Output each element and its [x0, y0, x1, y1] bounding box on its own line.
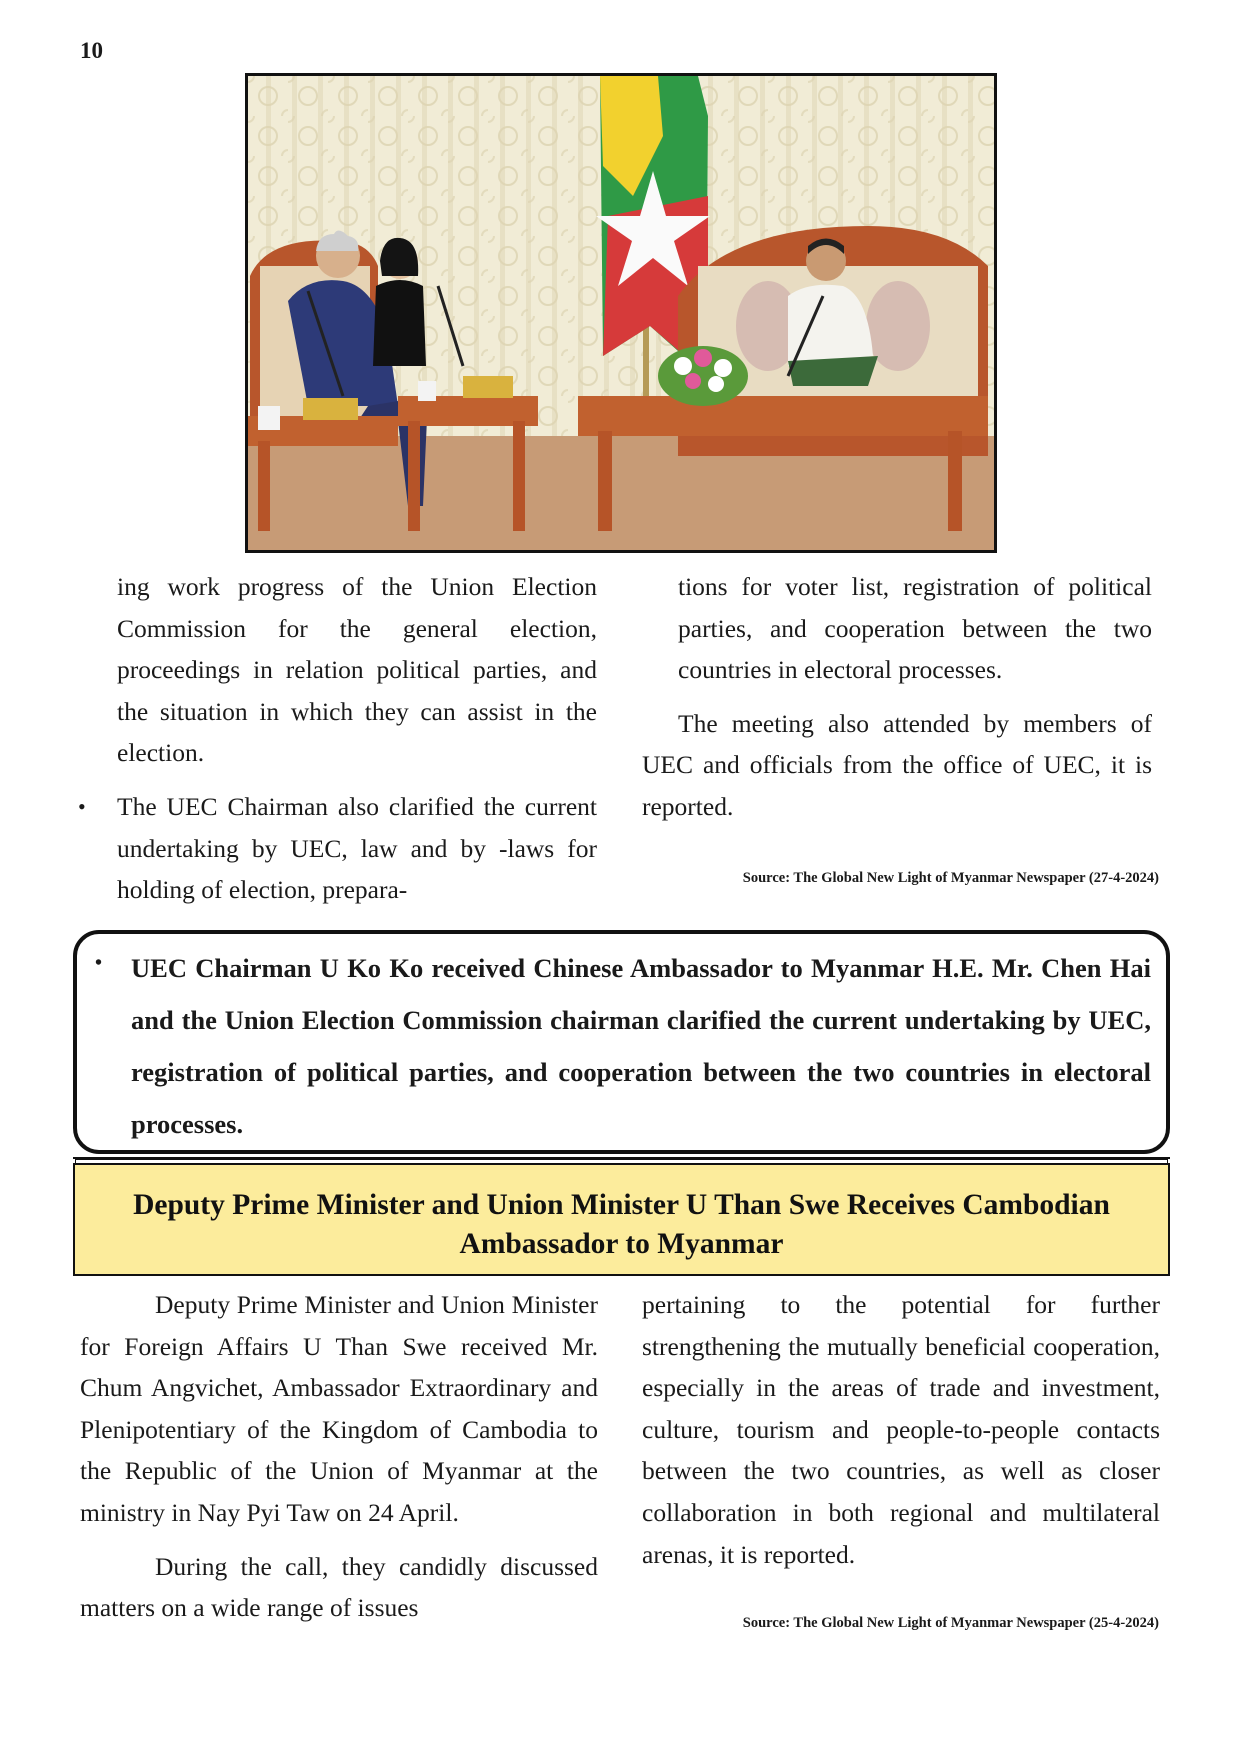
article1-right-paragraph-2: The meeting also attended by members of UEC and officials from the office of UEC, it is reported. [642, 708, 1152, 821]
article1-left-column [117, 566, 597, 911]
highlight-bullet: • [95, 952, 103, 974]
article1-left-paragraph: ing work progress of the Union Election Commission for the general election, proceedings in relation political parties, and the situation in which they can assist in the election. [117, 572, 597, 768]
article2-source: Source: The Global New Light of Myanmar Newspaper (25-4-2024) [742, 1615, 1159, 1631]
article1-right-column [642, 566, 1152, 828]
highlight-box [73, 930, 1170, 1154]
article2-left-paragraph-1: Deputy Prime Minister and Union Minister for Foreign Affairs U Than Swe received Mr. Chum Angvichet, Ambassador Extraordinary and Plenipotentiary of the Kingdom of Cambodia to the Republic of the Union of Myanmar at the ministry in Nay Pyi Taw on 24 April. [80, 1290, 598, 1527]
article2-right-paragraph: pertaining to the potential for further strengthening the mutually beneficial cooperation, especially in the areas of trade and investment, culture, tourism and people-to-people contacts between the two countries, as well as closer collaboration in both regional and multilateral arenas, it is reported. [642, 1290, 1160, 1569]
article2-headline-banner [73, 1163, 1170, 1276]
meeting-photo [245, 73, 997, 553]
highlight-text: UEC Chairman U Ko Ko received Chinese Ambassador to Myanmar H.E. Mr. Chen Hai and the Union Election Commission chairman clarified the current undertaking by UEC, registration of political parties, and cooperation between the two countries in electoral processes. [131, 953, 1151, 1139]
article2-left-paragraph-2: During the call, they candidly discussed matters on a wide range of issues [80, 1551, 598, 1623]
page-number: 10 [80, 38, 103, 63]
article1-bullet-item: • The UEC Chairman also clarified the current undertaking by UEC, law and by -laws for holding of election, prepara- [80, 786, 597, 911]
article2-headline: Deputy Prime Minister and Union Minister U Than Swe Receives Cambodian Ambassador to Myanmar [133, 1189, 1110, 1260]
article1-right-paragraph-1: tions for voter list, registration of political parties, and cooperation between the two countries in electoral processes. [678, 572, 1152, 685]
article1-bullet-list [80, 786, 597, 911]
article2-left-column [80, 1284, 598, 1629]
article1-source: Source: The Global New Light of Myanmar Newspaper (27-4-2024) [742, 870, 1159, 886]
article2-right-column [642, 1284, 1160, 1575]
